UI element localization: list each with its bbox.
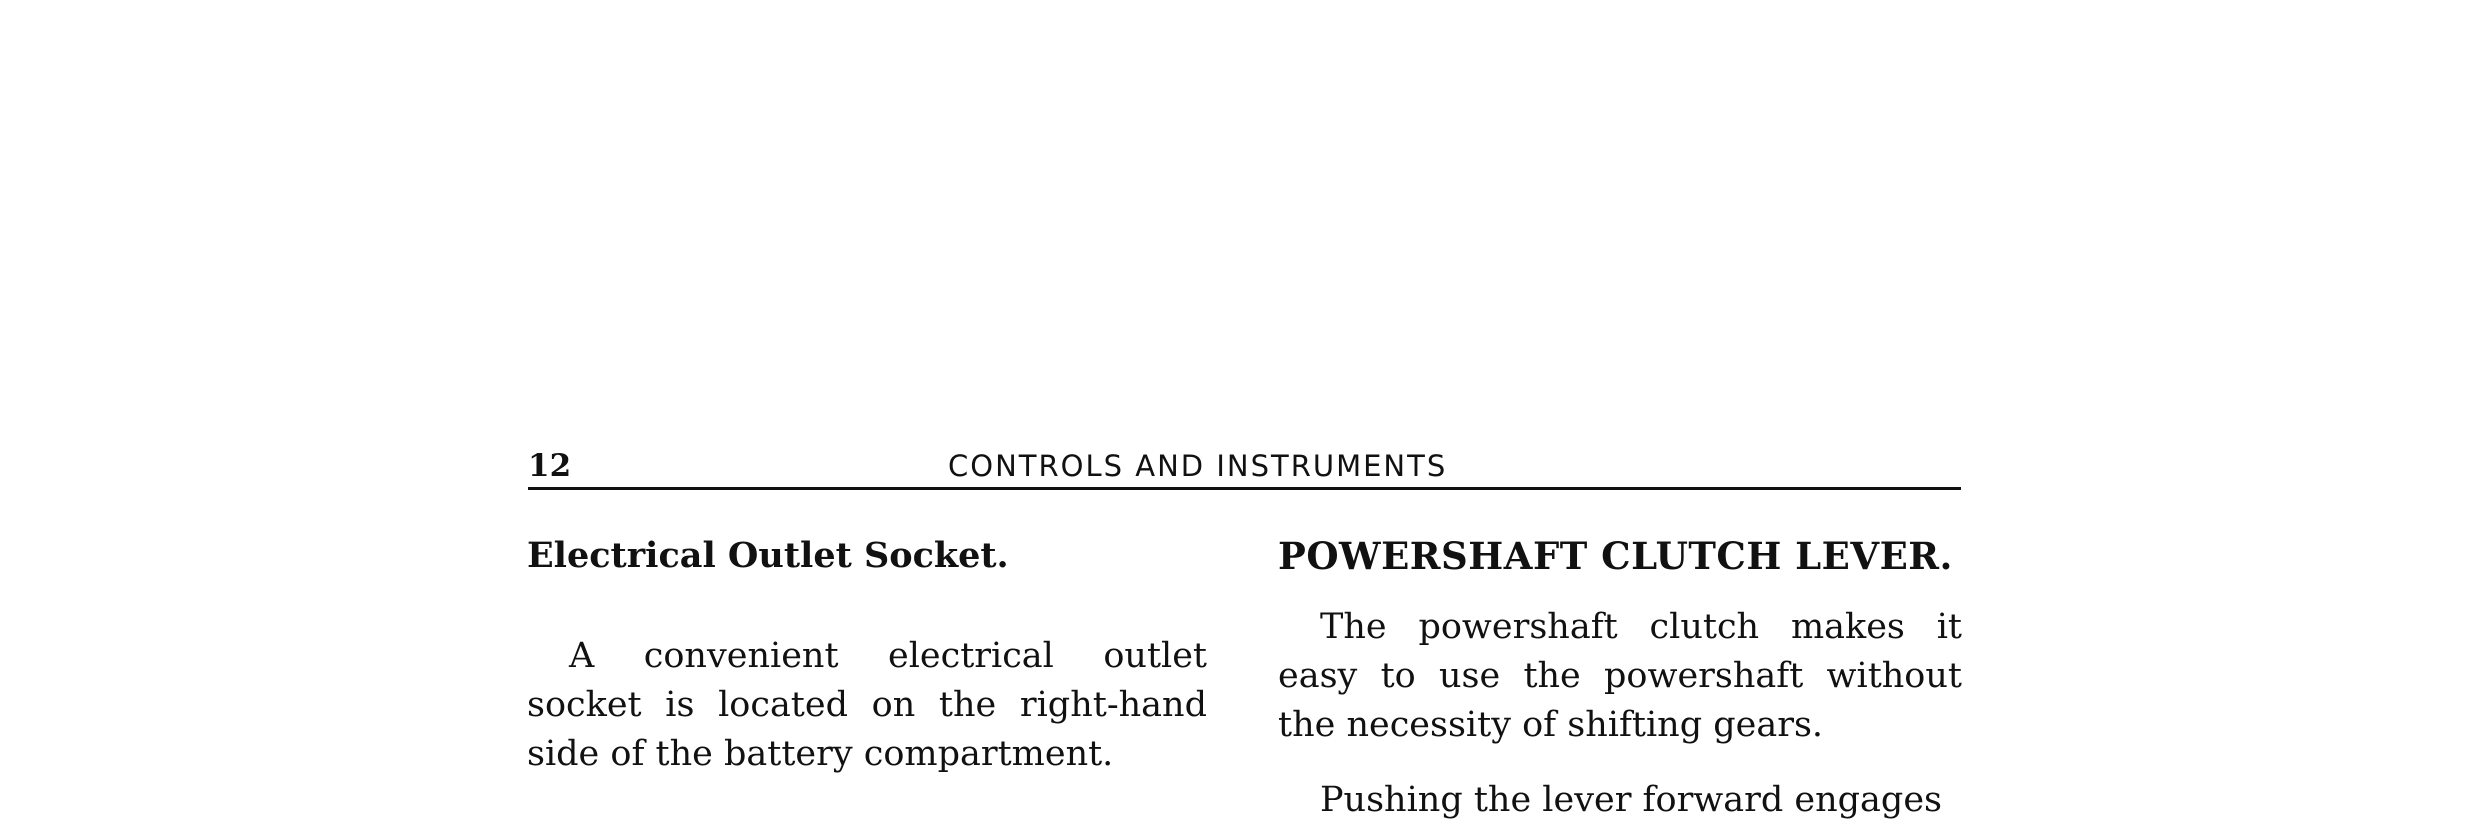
left-column: [527, 536, 1207, 779]
running-head: [528, 444, 1961, 486]
right-column: [1278, 536, 1962, 825]
chapter-title: CONTROLS AND INSTRUMENTS: [948, 449, 1448, 483]
paragraph-lever-forward: Pushing the lever forward engages: [1320, 780, 1943, 820]
section-heading-powershaft-clutch: POWERSHAFT CLUTCH LEVER.: [1278, 534, 1953, 578]
header-rule: [528, 487, 1961, 490]
page-number: 12: [528, 448, 572, 484]
section-heading-electrical-outlet: Electrical Outlet Socket.: [527, 535, 1009, 576]
paragraph-powershaft-clutch: The powershaft clutch makes it easy to use the powershaft without the necessity of shifting gears.: [1278, 607, 1962, 745]
paragraph-electrical-outlet: A convenient electrical outlet socket is located on the right-hand side of the battery compartment.: [527, 636, 1207, 774]
